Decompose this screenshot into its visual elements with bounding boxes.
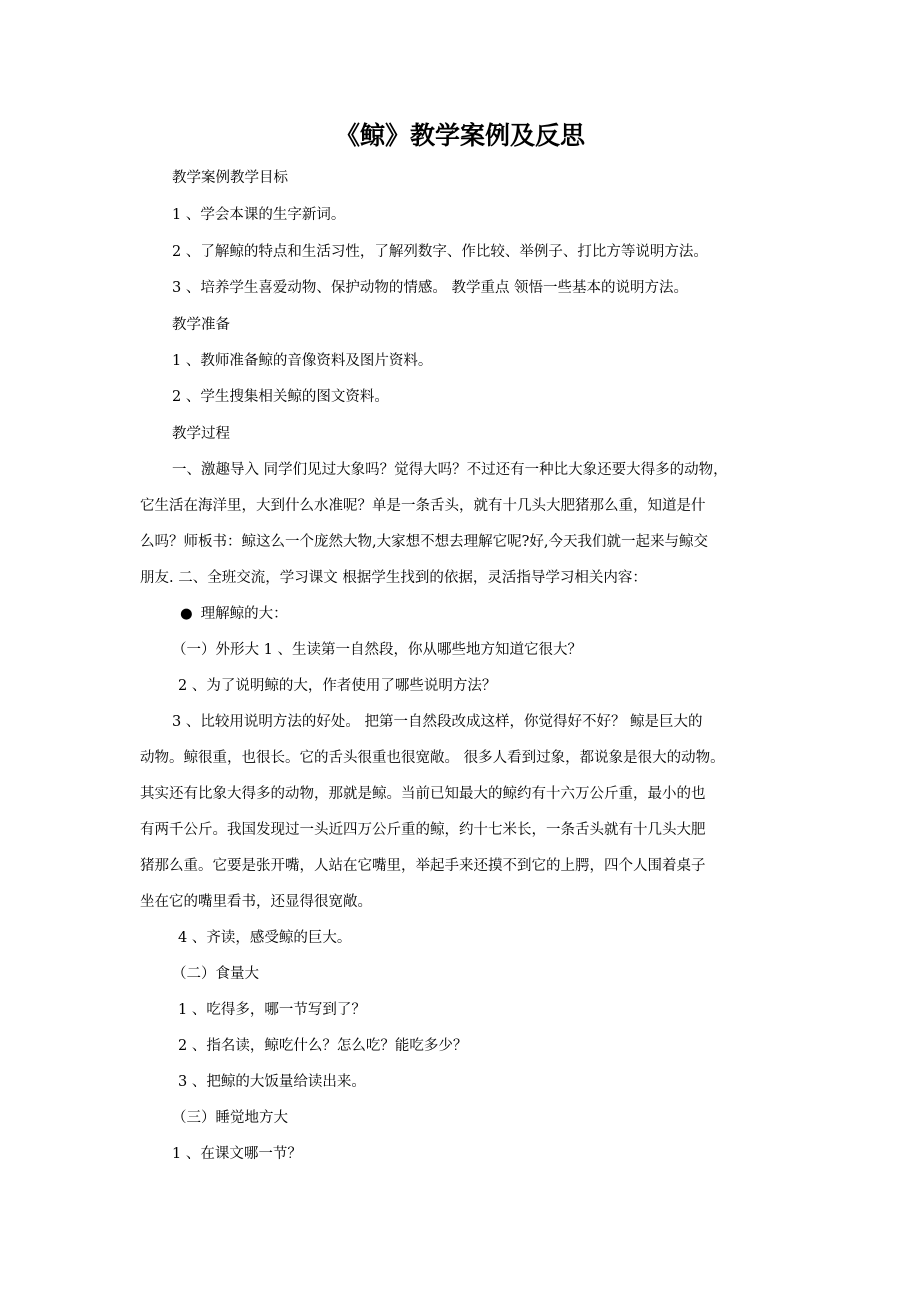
compare-paragraph-line-4: 有两千公斤。我国发现过一头近四万公斤重的鲸，约十七米长，一条舌头就有十几头大肥 — [140, 822, 706, 838]
bullet-item — [180, 604, 288, 624]
compare-paragraph-line-6: 坐在它的嘴里看书，还显得很宽敞。 — [140, 894, 372, 910]
compare-paragraph-line-5: 猪那么重。它要是张开嘴，人站在它嘴里，举起手来还摸不到它的上腭，四个人围着桌子 — [140, 858, 706, 874]
section-shape-big: （一）外形大 1 、生读第一自然段，你从哪些地方知道它很大？ — [172, 642, 582, 658]
bullet-text: 理解鲸的大： — [200, 606, 288, 622]
paragraph-intro-line-3: 么吗？师板书：鲸这么一个庞然大物,大家想不想去理解它呢?好,今天我们就一起来与鲸交 — [140, 534, 708, 550]
paragraph-intro-line-1: 一、激趣导入 同学们见过大象吗？觉得大吗？不过还有一种比大象还要大得多的动物， — [172, 462, 728, 478]
shape-question-2: 2 、为了说明鲸的大，作者使用了哪些说明方法？ — [178, 678, 497, 694]
section-sleep-place-big: （三）睡觉地方大 — [172, 1110, 288, 1126]
compare-paragraph-line-3: 其实还有比象大得多的动物，那就是鲸。当前已知最大的鲸约有十六万公斤重，最小的也 — [140, 786, 706, 802]
heading-teaching-preparation: 教学准备 — [172, 317, 230, 333]
objective-3: 3 、培养学生喜爱动物、保护动物的情感。 教学重点 领悟一些基本的说明方法。 — [172, 280, 689, 296]
food-question-2: 2 、指名读，鲸吃什么？怎么吃？能吃多少？ — [178, 1038, 468, 1054]
preparation-2: 2 、学生搜集相关鲸的图文资料。 — [172, 389, 389, 405]
shape-question-4: 4 、齐读，感受鲸的巨大。 — [178, 930, 352, 946]
food-question-3: 3 、把鲸的大饭量给读出来。 — [178, 1074, 366, 1090]
document-title: 《鲸》教学案例及反思 — [334, 121, 585, 150]
food-question-1: 1 、吃得多，哪一节写到了？ — [178, 1002, 366, 1018]
section-food-big: （二）食量大 — [172, 966, 259, 982]
objective-2: 2 、了解鲸的特点和生活习性，了解列数字、作比较、举例子、打比方等说明方法。 — [172, 244, 708, 260]
preparation-1: 1 、教师准备鲸的音像资料及图片资料。 — [172, 353, 433, 369]
paragraph-intro-line-4: 朋友. 二、全班交流，学习课文 根据学生找到的依据，灵活指导学习相关内容： — [140, 570, 647, 586]
heading-teaching-process: 教学过程 — [172, 426, 230, 442]
sleep-question-1: 1 、在课文哪一节？ — [172, 1146, 302, 1162]
compare-paragraph-line-1: 3 、比较用说明方法的好处。 把第一自然段改成这样，你觉得好不好？ 鲸是巨大的 — [172, 714, 703, 730]
heading-teaching-objectives: 教学案例教学目标 — [172, 170, 288, 186]
compare-paragraph-line-2: 动物。鲸很重，也很长。它的舌头很重也很宽敞。 很多人看到过象，都说象是很大的动物。 — [140, 750, 725, 766]
bullet-icon: ● — [180, 606, 193, 622]
paragraph-intro-line-2: 它生活在海洋里，大到什么水准呢？单是一条舌头，就有十几头大肥猪那么重，知道是什 — [140, 498, 706, 514]
objective-1: 1 、学会本课的生字新词。 — [172, 207, 346, 223]
